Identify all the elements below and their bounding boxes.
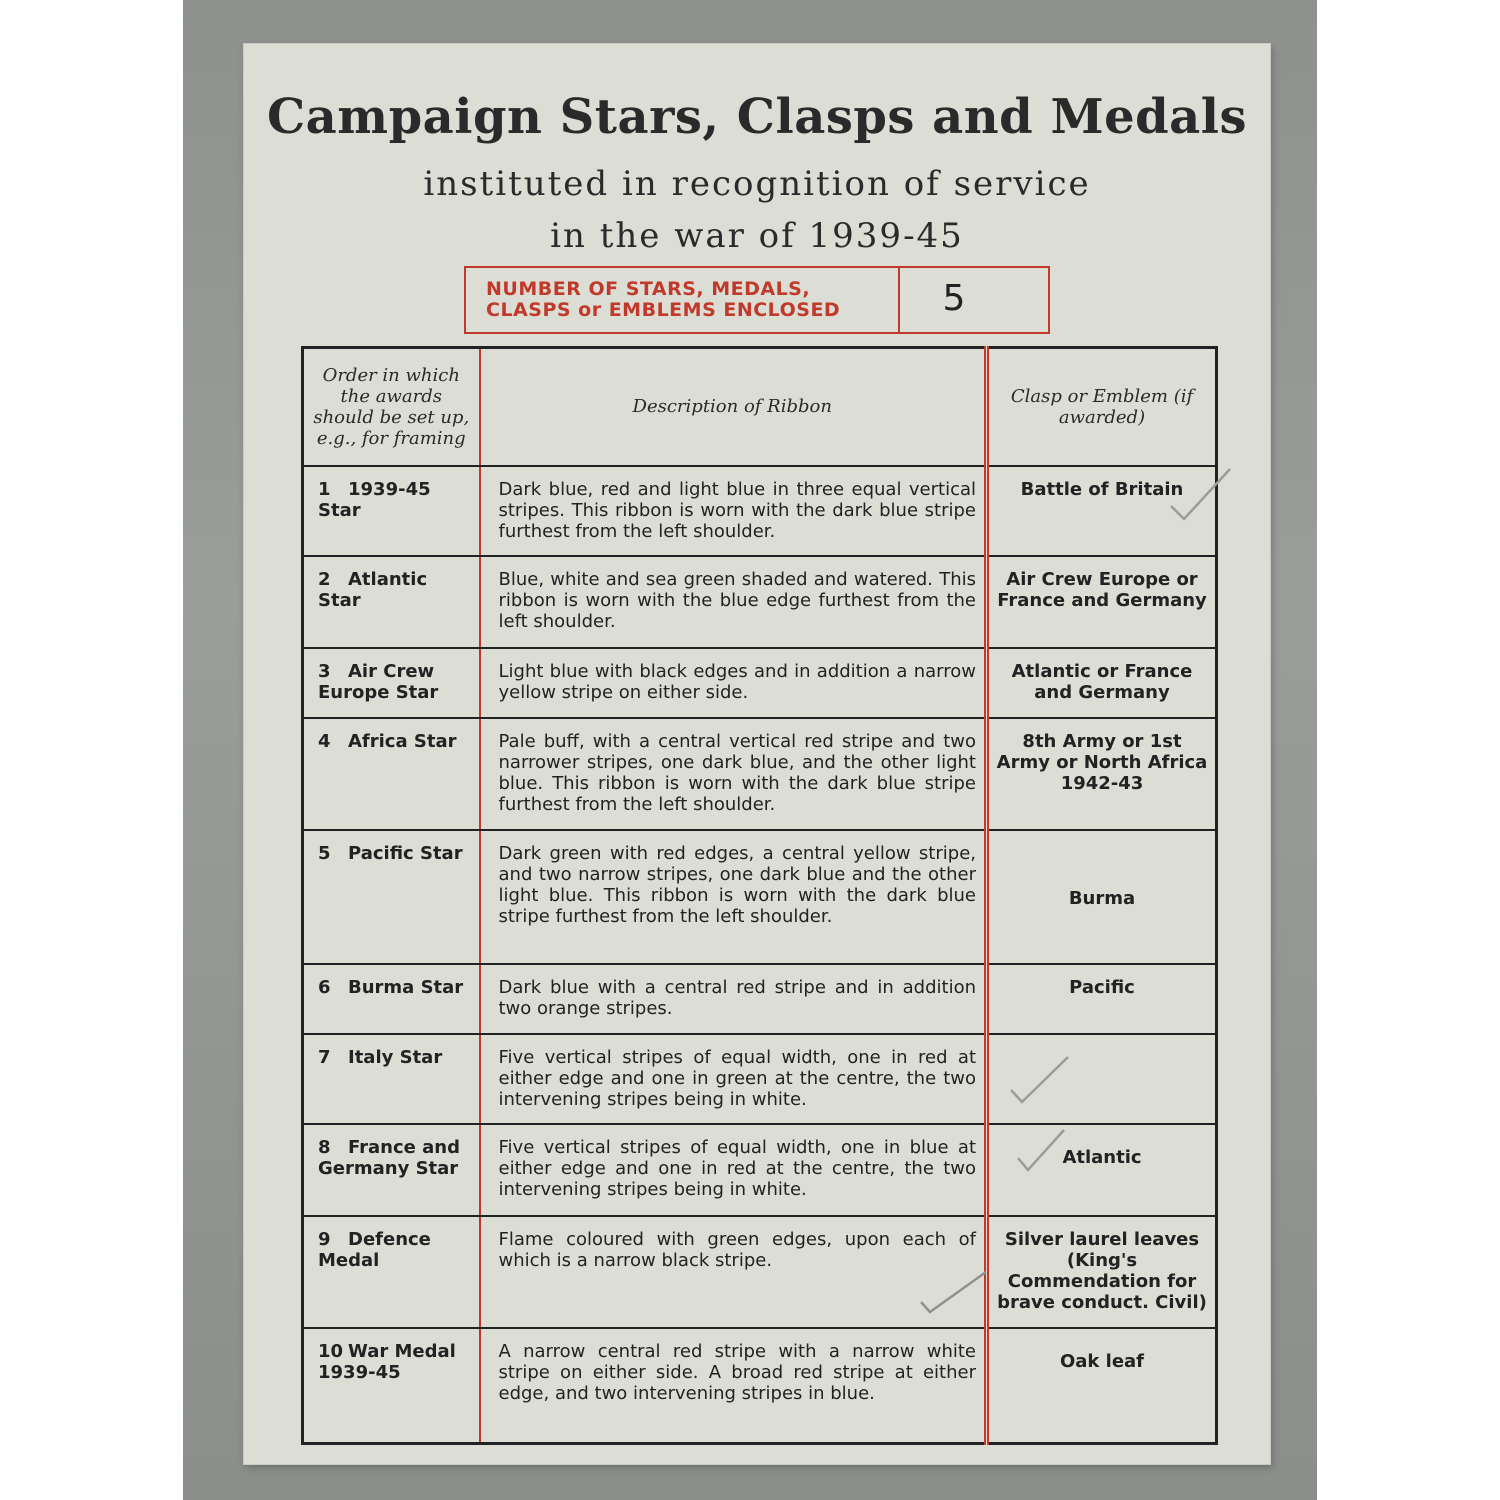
- header-description: Description of Ribbon: [480, 348, 987, 466]
- enclosed-count-label-line1: NUMBER OF STARS, MEDALS,: [486, 278, 811, 300]
- document-title: Campaign Stars, Clasps and Medals: [266, 89, 1248, 145]
- document-subtitle-line1: instituted in recognition of service: [423, 164, 1091, 204]
- award-name: Defence Medal: [318, 1228, 431, 1271]
- table-row: [303, 964, 1217, 1034]
- award-number: 3: [318, 660, 331, 682]
- clasp-or-emblem: Battle of Britain: [987, 466, 1217, 556]
- header-clasp: Clasp or Emblem (if awarded): [987, 348, 1217, 466]
- award-number: 8: [318, 1136, 331, 1158]
- award-name: Burma Star: [348, 976, 464, 998]
- ribbon-description: Pale buff, with a central vertical red stripe and two narrower stripes, one dark blue, and the other light blue. This ribbon is worn with the dark blue stripe furthest from the left shoulder.: [480, 718, 987, 830]
- award-order: [303, 830, 480, 964]
- award-order: [303, 1216, 480, 1328]
- table-row: [303, 1328, 1217, 1444]
- award-order: [303, 466, 480, 556]
- table-row: [303, 830, 1217, 964]
- award-number: 5: [318, 842, 331, 864]
- table-row: [303, 1216, 1217, 1328]
- header-order: Order in which the awards should be set up, e.g., for framing: [303, 348, 480, 466]
- table-row: [303, 556, 1217, 648]
- ribbon-description: Dark blue, red and light blue in three equal vertical stripes. This ribbon is worn with the dark blue stripe furthest from the left shoulder.: [480, 466, 987, 556]
- ribbon-description: Five vertical stripes of equal width, one in blue at either edge and one in red at the centre, the two intervening stripes being in white.: [480, 1124, 987, 1216]
- ribbon-description: A narrow central red stripe with a narrow white stripe on either side. A broad red stripe at either edge, and two intervening stripes in blue.: [480, 1328, 987, 1444]
- enclosed-count-value: 5: [942, 278, 966, 319]
- ribbon-description: Dark blue with a central red stripe and in addition two orange stripes.: [480, 964, 987, 1034]
- table-row: [303, 718, 1217, 830]
- document-subtitle-line2: in the war of 1939-45: [550, 216, 964, 256]
- award-number: 10: [318, 1340, 344, 1362]
- award-name: Africa Star: [348, 730, 457, 752]
- award-name: Air Crew Europe Star: [318, 660, 439, 703]
- table-row: [303, 1034, 1217, 1124]
- award-order: [303, 1124, 480, 1216]
- award-name: Italy Star: [348, 1046, 443, 1068]
- ribbon-description: Five vertical stripes of equal width, one in red at either edge and one in green at the centre, the two intervening stripes being in white.: [480, 1034, 987, 1124]
- ribbon-description: Dark green with red edges, a central yellow stripe, and two narrow stripes, one dark blue and the other light blue. This ribbon is worn with the dark blue stripe furthest from the left shoulder.: [480, 830, 987, 964]
- award-order: [303, 1034, 480, 1124]
- award-order: [303, 964, 480, 1034]
- enclosed-count-label-line2: CLASPS or EMBLEMS ENCLOSED: [486, 299, 841, 321]
- award-name: War Medal 1939-45: [318, 1340, 456, 1383]
- clasp-or-emblem: 8th Army or 1st Army or North Africa 1942-43: [987, 718, 1217, 830]
- award-order: [303, 648, 480, 718]
- table-row: [303, 1124, 1217, 1216]
- award-number: 2: [318, 568, 331, 590]
- award-number: 9: [318, 1228, 331, 1250]
- awards-table: [301, 346, 1218, 1445]
- award-number: 6: [318, 976, 331, 998]
- award-name: Atlantic Star: [318, 568, 428, 611]
- clasp-or-emblem: Oak leaf: [987, 1328, 1217, 1444]
- award-name: 1939-45 Star: [318, 478, 431, 521]
- ribbon-description: Light blue with black edges and in addition a narrow yellow stripe on either side.: [480, 648, 987, 718]
- clasp-or-emblem: Pacific: [987, 964, 1217, 1034]
- award-name: Pacific Star: [348, 842, 463, 864]
- enclosed-count-box: [464, 266, 1050, 334]
- clasp-or-emblem: Silver laurel leaves (King's Commendation for brave conduct. Civil): [987, 1216, 1217, 1328]
- award-order: [303, 1328, 480, 1444]
- table-row: [303, 466, 1217, 556]
- award-number: 4: [318, 730, 331, 752]
- award-number: 7: [318, 1046, 331, 1068]
- award-order: [303, 556, 480, 648]
- enclosed-count-label: [466, 268, 900, 332]
- table-header-row: [303, 348, 1217, 466]
- award-name: France and Germany Star: [318, 1136, 460, 1179]
- ribbon-description: Flame coloured with green edges, upon each of which is a narrow black stripe.: [480, 1216, 987, 1328]
- document-sheet: [244, 44, 1270, 1464]
- clasp-or-emblem: Atlantic or France and Germany: [987, 648, 1217, 718]
- table-row: [303, 648, 1217, 718]
- award-order: [303, 718, 480, 830]
- clasp-or-emblem: Air Crew Europe or France and Germany: [987, 556, 1217, 648]
- award-number: 1: [318, 478, 331, 500]
- clasp-or-emblem: Atlantic: [987, 1124, 1217, 1216]
- clasp-or-emblem: Burma: [987, 830, 1217, 964]
- clasp-or-emblem: [987, 1034, 1217, 1124]
- ribbon-description: Blue, white and sea green shaded and watered. This ribbon is worn with the blue edge furthest from the left shoulder.: [480, 556, 987, 648]
